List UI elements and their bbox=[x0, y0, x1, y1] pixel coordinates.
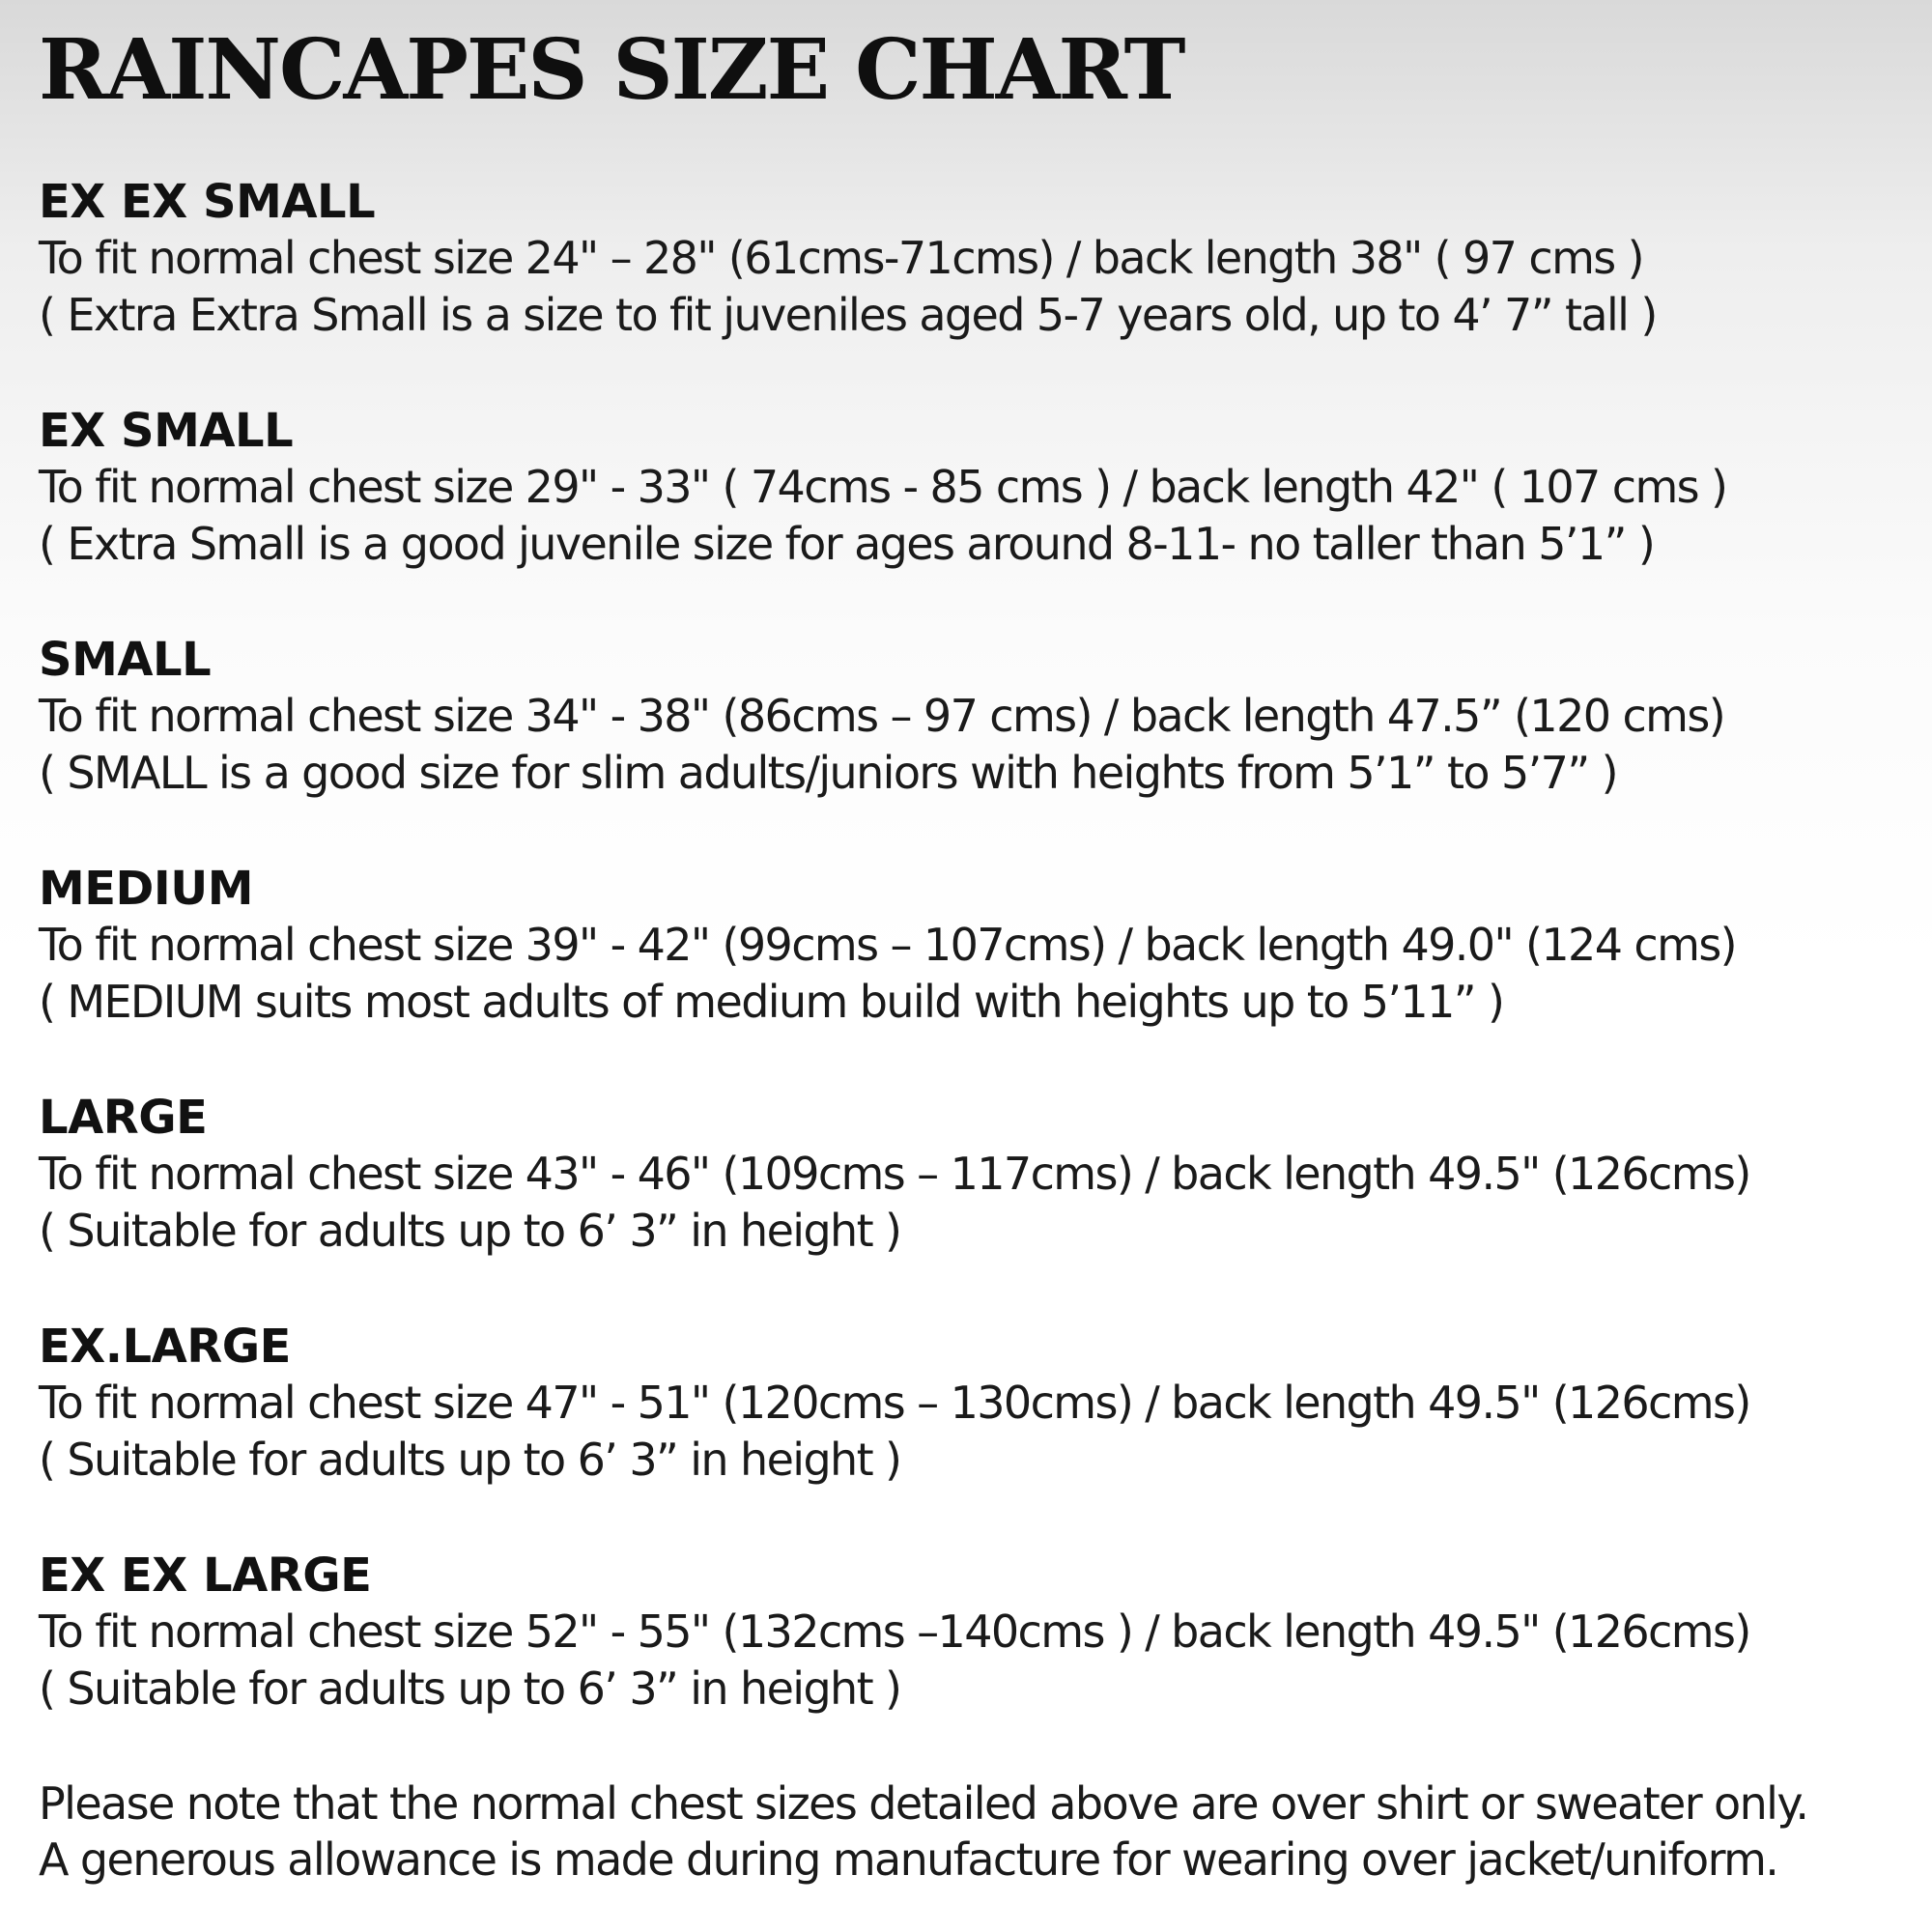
footer-note bbox=[39, 1776, 1913, 1888]
size-note-text: ( Suitable for adults up to 6’ 3” in height ) bbox=[39, 1662, 901, 1715]
size-note-text: ( MEDIUM suits most adults of medium build with heights up to 5’11” ) bbox=[39, 976, 1504, 1028]
size-name: EX.LARGE bbox=[39, 1320, 291, 1374]
size-name: MEDIUM bbox=[39, 862, 253, 916]
size-fit-text: To fit normal chest size 24" – 28" (61cms-71cms) / back length 38" ( 97 cms ) bbox=[39, 232, 1644, 284]
size-fit-text: To fit normal chest size 29" - 33" ( 74cms - 85 cms ) / back length 42" ( 107 cms ) bbox=[39, 461, 1727, 513]
size-fit-text: To fit normal chest size 47" - 51" (120cms – 130cms) / back length 49.5" (126cms) bbox=[39, 1377, 1750, 1429]
size-list bbox=[39, 174, 1913, 1776]
size-name: EX EX LARGE bbox=[39, 1548, 372, 1603]
size-fit-text: To fit normal chest size 39" - 42" (99cms – 107cms) / back length 49.0" (124 cms) bbox=[39, 919, 1737, 971]
size-name: EX SMALL bbox=[39, 404, 294, 458]
size-fit-text: To fit normal chest size 43" - 46" (109cms – 117cms) / back length 49.5" (126cms) bbox=[39, 1148, 1750, 1200]
size-block-ex-ex-small bbox=[39, 174, 1913, 403]
size-fit-text: To fit normal chest size 34" - 38" (86cms – 97 cms) / back length 47.5” (120 cms) bbox=[39, 690, 1725, 742]
size-note-text: ( Suitable for adults up to 6’ 3” in height ) bbox=[39, 1205, 901, 1257]
size-note-text: ( Extra Small is a good juvenile size for ages around 8-11- no taller than 5’1” ) bbox=[39, 518, 1655, 570]
footer-note-line: Please note that the normal chest sizes detailed above are over shirt or sweater only. bbox=[39, 1777, 1808, 1830]
size-name: EX EX SMALL bbox=[39, 175, 376, 229]
size-name: LARGE bbox=[39, 1091, 208, 1145]
size-note-text: ( Suitable for adults up to 6’ 3” in height ) bbox=[39, 1434, 901, 1486]
size-name: SMALL bbox=[39, 633, 212, 687]
page-title: RAINCAPES SIZE CHART bbox=[39, 21, 1184, 119]
size-note-text: ( Extra Extra Small is a size to fit juveniles aged 5-7 years old, up to 4’ 7” tall ) bbox=[39, 289, 1657, 341]
footer-note-line: A generous allowance is made during manufacture for wearing over jacket/uniform. bbox=[39, 1833, 1778, 1886]
size-fit-text: To fit normal chest size 52" - 55" (132cms –140cms ) / back length 49.5" (126cms) bbox=[39, 1605, 1750, 1658]
size-block-ex-large bbox=[39, 1319, 1913, 1548]
size-block-medium bbox=[39, 861, 1913, 1090]
size-note-text: ( SMALL is a good size for slim adults/juniors with heights from 5’1” to 5’7” ) bbox=[39, 747, 1617, 799]
size-block-ex-ex-large bbox=[39, 1548, 1913, 1776]
size-block-ex-small bbox=[39, 403, 1913, 632]
size-block-large bbox=[39, 1090, 1913, 1319]
size-block-small bbox=[39, 632, 1913, 861]
